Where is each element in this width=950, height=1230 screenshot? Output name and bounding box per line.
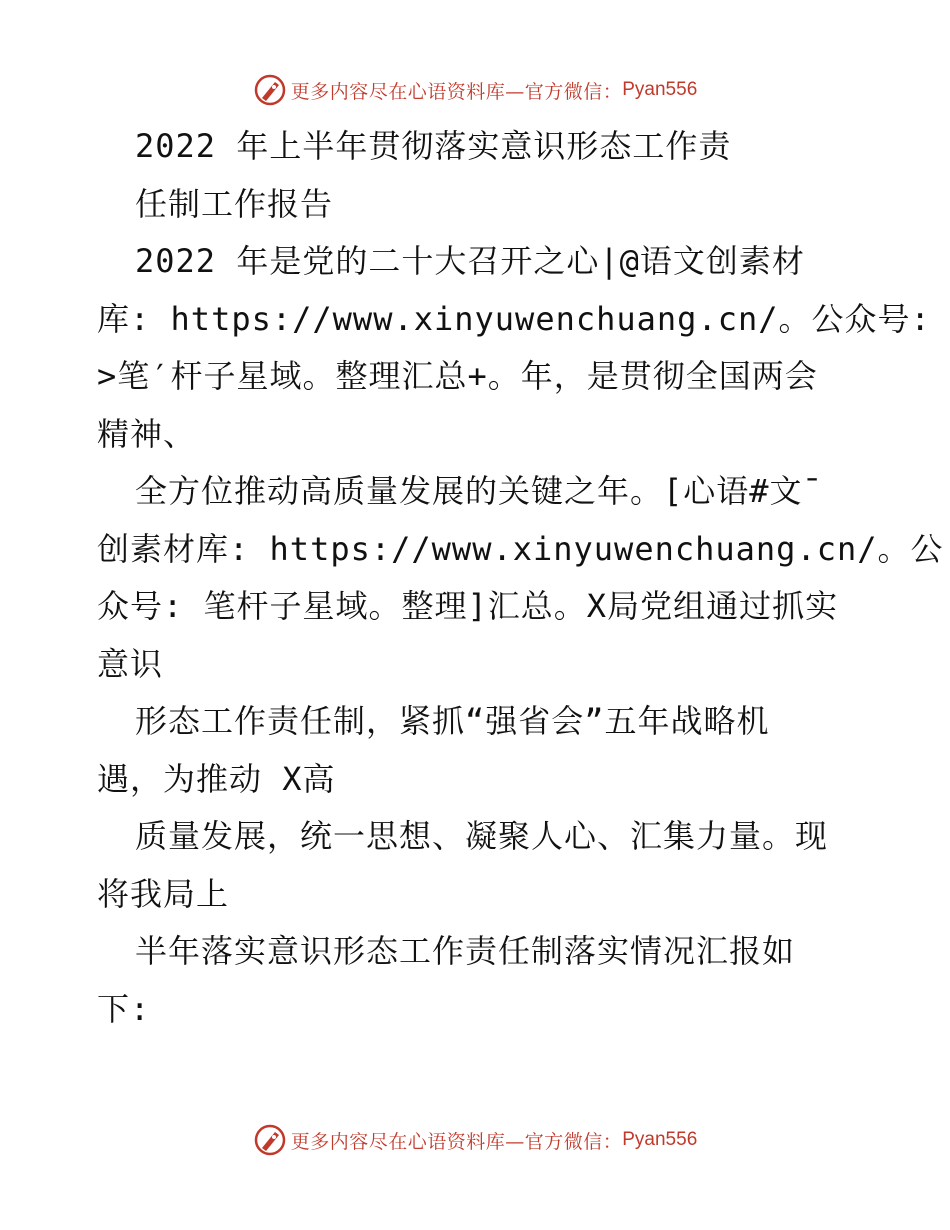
watermark-text: 更多内容尽在心语资料库—官方微信： xyxy=(290,1130,623,1153)
paragraph-line: 精神、 xyxy=(97,414,197,453)
header-watermark xyxy=(0,70,950,110)
document-body xyxy=(97,118,944,1038)
watermark-handle: Pyan556 xyxy=(622,1129,698,1150)
paragraph-line: 形态工作责任制，紧抓“强省会”五年战略机 xyxy=(135,702,770,740)
paragraph-line: >笔′杆子星域。整理汇总+。年，是贯彻全国两会 xyxy=(97,357,818,395)
paragraph-line: 全方位推动高质量发展的关键之年。[心语#文¯ xyxy=(135,472,823,510)
pen-nib-logo-icon xyxy=(253,1123,287,1157)
watermark-handle: Pyan556 xyxy=(622,79,698,100)
paragraph-line: 创素材库: https://www.xinyuwenchuang.cn/。公 xyxy=(97,529,944,568)
paragraph-line: 将我局上 xyxy=(97,874,230,913)
paragraph-line: 众号: 笔杆子星域。整理]汇总。X局党组通过抓实 xyxy=(97,587,839,625)
paragraph-line: 遇，为推动 X高 xyxy=(97,759,336,798)
paragraph-line: 半年落实意识形态工作责任制落实情况汇报如 xyxy=(135,932,796,970)
paragraph-line: 下: xyxy=(97,989,151,1028)
paragraph-line: 意识 xyxy=(97,644,164,683)
paragraph-line: 库: https://www.xinyuwenchuang.cn/。公众号: xyxy=(97,299,931,338)
pen-nib-logo-icon xyxy=(253,73,287,107)
paragraph-line: 2022 年是党的二十大召开之心|@语文创素材 xyxy=(135,242,805,280)
footer-watermark xyxy=(0,1120,950,1160)
paragraph-line: 质量发展，统一思想、凝聚人心、汇集力量。现 xyxy=(135,817,829,855)
title-line-1: 2022 年上半年贯彻落实意识形态工作责 xyxy=(135,127,732,165)
watermark-text: 更多内容尽在心语资料库—官方微信： xyxy=(290,80,623,103)
title-line-2: 任制工作报告 xyxy=(135,184,334,223)
